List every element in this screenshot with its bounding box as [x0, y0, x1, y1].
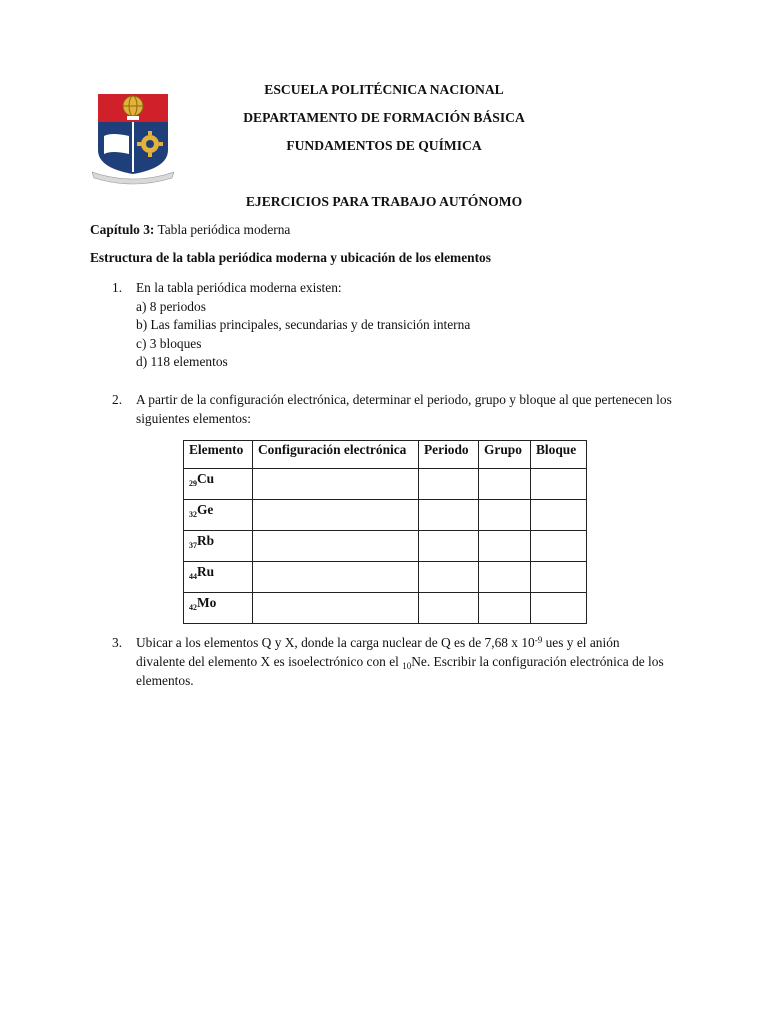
elements-table	[183, 440, 587, 624]
block-cell[interactable]	[531, 469, 587, 500]
table-row	[184, 469, 587, 500]
block-cell[interactable]	[531, 593, 587, 624]
university-crest-logo	[92, 92, 174, 186]
column-header-group: Grupo	[479, 441, 531, 469]
chapter-text: Tabla periódica moderna	[157, 222, 291, 237]
chapter-line	[90, 222, 290, 238]
question-number: 3.	[112, 635, 123, 650]
document-title: EJERCICIOS PARA TRABAJO AUTÓNOMO	[245, 194, 523, 209]
column-header-period: Periodo	[419, 441, 479, 469]
table-row	[184, 500, 587, 531]
question-text: Ubicar a los elementos Q y X, donde la carga nuclear de Q es de 7,68 x $10^{-9}$ ues y el anión divalente del elemento X es isoelectrónico con el $_{10}$Ne. Escribir la configuración electrónica de los elementos.	[136, 635, 664, 688]
group-cell[interactable]	[479, 562, 531, 593]
chapter-label: Capítulo 3:	[90, 222, 155, 237]
block-cell[interactable]	[531, 562, 587, 593]
column-header-element: Elemento	[184, 441, 253, 469]
option-a: a) 8 periodos	[136, 298, 206, 314]
question-number: 1.	[112, 280, 123, 295]
institution-name: ESCUELA POLITÉCNICA NACIONAL	[264, 82, 504, 97]
configuration-cell[interactable]	[253, 562, 419, 593]
question-text: A partir de la configuración electrónica, determinar el periodo, grupo y bloque al que pertenecen los siguientes elementos:	[136, 392, 672, 426]
question-number: 2.	[112, 392, 123, 407]
period-cell[interactable]	[419, 531, 479, 562]
period-cell[interactable]	[419, 500, 479, 531]
column-header-block: Bloque	[531, 441, 587, 469]
option-c: c) 3 bloques	[136, 335, 202, 351]
element-cell: $_{44}$Ru	[184, 562, 253, 593]
configuration-cell[interactable]	[253, 500, 419, 531]
question-text: En la tabla periódica moderna existen:	[136, 280, 342, 295]
table-row	[184, 593, 587, 624]
period-cell[interactable]	[419, 562, 479, 593]
block-cell[interactable]	[531, 500, 587, 531]
table-row	[184, 531, 587, 562]
group-cell[interactable]	[479, 469, 531, 500]
group-cell[interactable]	[479, 593, 531, 624]
element-cell: $_{29}$Cu	[184, 469, 253, 500]
configuration-cell[interactable]	[253, 469, 419, 500]
document-header	[180, 82, 588, 166]
table-row	[184, 562, 587, 593]
option-d: d) 118 elementos	[136, 354, 228, 369]
group-cell[interactable]	[479, 500, 531, 531]
option-b: b) Las familias principales, secundarias y de transición interna	[136, 317, 471, 332]
configuration-cell[interactable]	[253, 531, 419, 562]
element-cell: $_{32}$Ge	[184, 500, 253, 531]
section-heading: Estructura de la tabla periódica moderna y ubicación de los elementos	[90, 250, 491, 265]
column-header-configuration: Configuración electrónica	[253, 441, 419, 469]
element-cell: $_{37}$Rb	[184, 531, 253, 562]
element-cell: $_{42}$Mo	[184, 593, 253, 624]
group-cell[interactable]	[479, 531, 531, 562]
period-cell[interactable]	[419, 469, 479, 500]
course-name: FUNDAMENTOS DE QUÍMICA	[286, 138, 482, 153]
table-header-row	[184, 441, 587, 469]
department-name: DEPARTAMENTO DE FORMACIÓN BÁSICA	[243, 110, 525, 125]
block-cell[interactable]	[531, 531, 587, 562]
period-cell[interactable]	[419, 593, 479, 624]
configuration-cell[interactable]	[253, 593, 419, 624]
